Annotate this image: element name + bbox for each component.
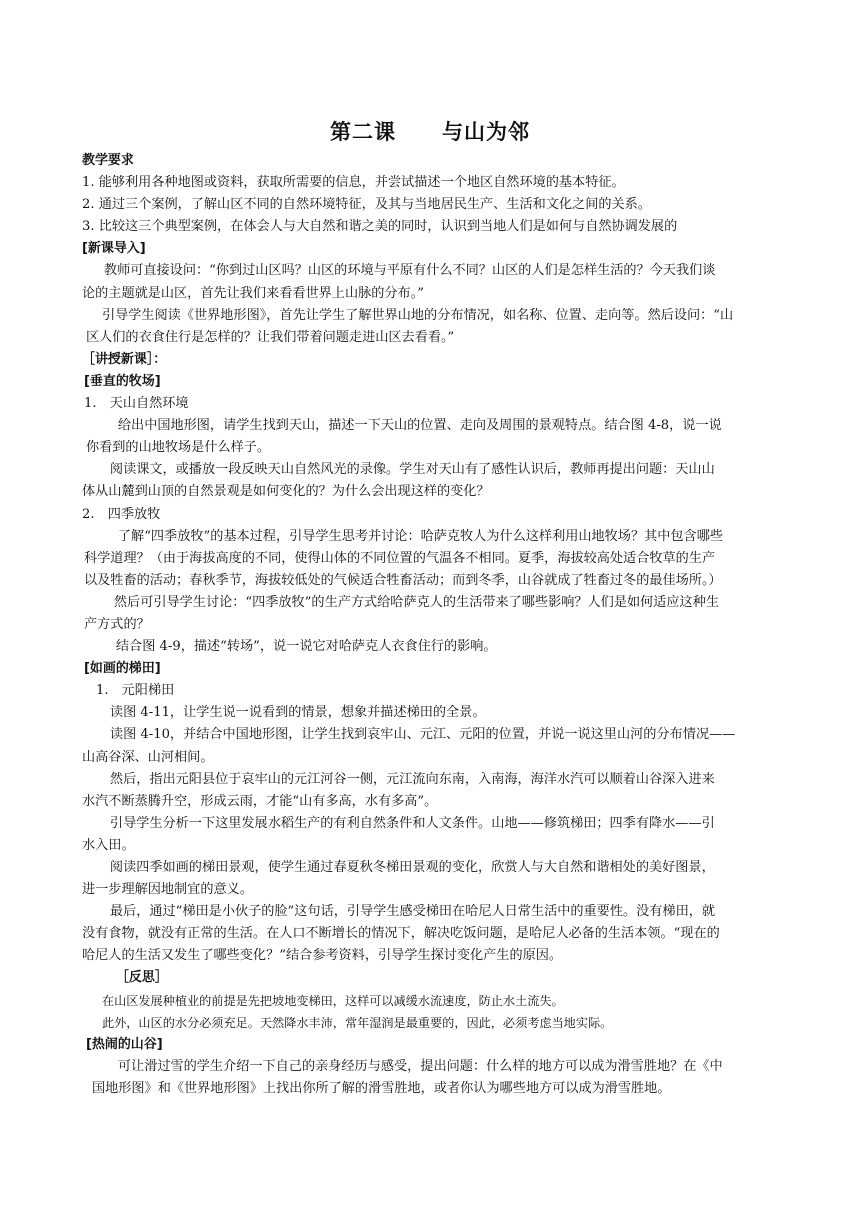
- text-line: 阅读四季如画的梯田景观，使学生通过春夏秋冬梯田景观的变化，欣赏人与大自然和谐相处的美好图景，: [109, 860, 715, 875]
- lesson-topic: 与山为邻: [442, 120, 530, 144]
- text-line: 山高谷深、山河相间。: [82, 749, 214, 765]
- section-heading: [热闹的山谷]: [85, 1036, 163, 1052]
- text-line: 你看到的山地牧场是什么样子。: [85, 440, 271, 456]
- reflection-line: 此外，山区的水分必须充足。天然降水丰沛，常年湿润是最重要的，因此，必须考虑当地实际。: [101, 1015, 613, 1030]
- section-heading: ［反思］: [115, 970, 168, 986]
- text-line: 读图 4-11，让学生说一说看到的情景，想象并描述梯田的全景。: [109, 705, 486, 721]
- text-line: 阅读课文，或播放一段反映天山自然风光的录像。学生对天山有了感性认识后，教师再提出问题：天山山: [109, 462, 715, 478]
- text-line: 科学道理？（由于海拔高度的不同，使得山体的不同位置的气温各不相同。夏季，海拔较高处适合牧草的生产: [83, 550, 716, 566]
- text-line: 产方式的？: [83, 616, 150, 632]
- text-line: 然后可引导学生讨论：“四季放牧”的生产方式给哈萨克人的生活带来了哪些影响？人们是如何适应这种生: [113, 594, 720, 610]
- text-line: 哈尼人的生活又发生了哪些变化？”结合参考资料，引导学生探讨变化产生的原因。: [82, 948, 563, 964]
- section-heading: ［讲授新课］：: [82, 351, 167, 367]
- text-line: 引导学生分析一下这里发展水稻生产的有利自然条件和人文条件。山地——修筑梯田；四季有降水——引: [109, 815, 715, 831]
- text-line: 了解“四季放牧”的基本过程，引导学生思考并讨论：哈萨克牧人为什么这样利用山地牧场？其中包含哪些: [117, 528, 723, 544]
- page-title: [0, 116, 860, 146]
- text-line: 区人们的衣食住行是怎样的？让我们带着问题走进山区去看看。”: [85, 329, 455, 345]
- reflection-line: 在山区发展种植业的前提是先把坡地变梯田，这样可以减缓水流速度，防止水土流失。: [101, 993, 564, 1008]
- text-line: 2. 四季放牧: [82, 506, 161, 522]
- text-line: 1. 天山自然环境: [83, 396, 189, 412]
- text-line: 1. 能够利用各种地图或资料，获取所需要的信息，并尝试描述一个地区自然环境的基本特征。: [82, 175, 625, 191]
- section-heading: [新课导入]: [82, 241, 146, 257]
- text-line: 2. 通过三个案例，了解山区不同的自然环境特征，及其与当地居民生产、生活和文化之间的关系。: [82, 197, 651, 213]
- text-line: 体从山麓到山顶的自然景观是如何变化的？为什么会出现这样的变化？: [82, 484, 490, 500]
- text-line: 进一步理解因地制宜的意义。: [82, 882, 253, 898]
- text-line: 给出中国地形图，请学生找到天山，描述一下天山的位置、走向及周围的景观特点。结合图 4-8，说一说: [117, 418, 722, 434]
- text-line: 最后，通过“梯田是小伙子的脸”这句话，引导学生感受梯田在哈尼人日常生活中的重要性。没有梯田，就: [109, 904, 716, 920]
- text-line: 水汽不断蒸腾升空，形成云雨，才能“山有多高，水有多高”。: [82, 793, 438, 809]
- text-line: 1. 元阳梯田: [95, 683, 175, 699]
- text-line: 水入田。: [82, 837, 135, 853]
- text-line: 国地形图》和《世界地形图》上找出你所了解的滑雪胜地，或者你认为哪些地方可以成为滑雪胜地。: [91, 1080, 671, 1096]
- section-heading: [如画的梯田]: [83, 661, 161, 677]
- lesson-number: 第二课: [330, 120, 396, 144]
- text-line: 可让滑过雪的学生介绍一下自己的亲身经历与感受，提出问题：什么样的地方可以成为滑雪胜地？在《中: [117, 1058, 723, 1074]
- text-line: 结合图 4-9，描述“转场”，说一说它对哈萨克人衣食住行的影响。: [115, 639, 497, 655]
- text-line: 读图 4-10，并结合中国地形图，让学生找到哀牢山、元江、元阳的位置，并说一说这里山河的分布情况——: [109, 727, 736, 743]
- text-line: 然后，指出元阳县位于哀牢山的元江河谷一侧，元江流向东南，入南海，海洋水汽可以顺着山谷深入进来: [109, 771, 715, 787]
- text-line: 以及牲畜的活动；春秋季节，海拔较低处的气候适合牲畜活动；而到冬季，山谷就成了牲畜过冬的最佳场所。）: [83, 572, 722, 588]
- text-line: 没有食物，就没有正常的生活。在人口不断增长的情况下，解决吃饭问题，是哈尼人必备的生活本领。“现在的: [82, 926, 720, 942]
- text-line: 引导学生阅读《世界地形图》，首先让学生了解世界山地的分布情况，如名称、位置、走向等。然后设问：“山: [101, 307, 734, 323]
- section-heading: [垂直的牧场]: [83, 373, 161, 389]
- text-line: 论的主题就是山区，首先让我们来看看世界上山脉的分布。”: [82, 285, 424, 301]
- text-line: 教师可直接设问：“你到过山区吗？山区的环境与平原有什么不同？山区的人们是怎样生活的？今天我们谈: [103, 263, 716, 279]
- lesson-body: [82, 150, 782, 1100]
- section-heading: 教学要求: [82, 153, 134, 168]
- text-line: 3. 比较这三个典型案例，在体会人与大自然和谐之美的同时，认识到当地人们是如何与自然协调发展的: [82, 219, 678, 235]
